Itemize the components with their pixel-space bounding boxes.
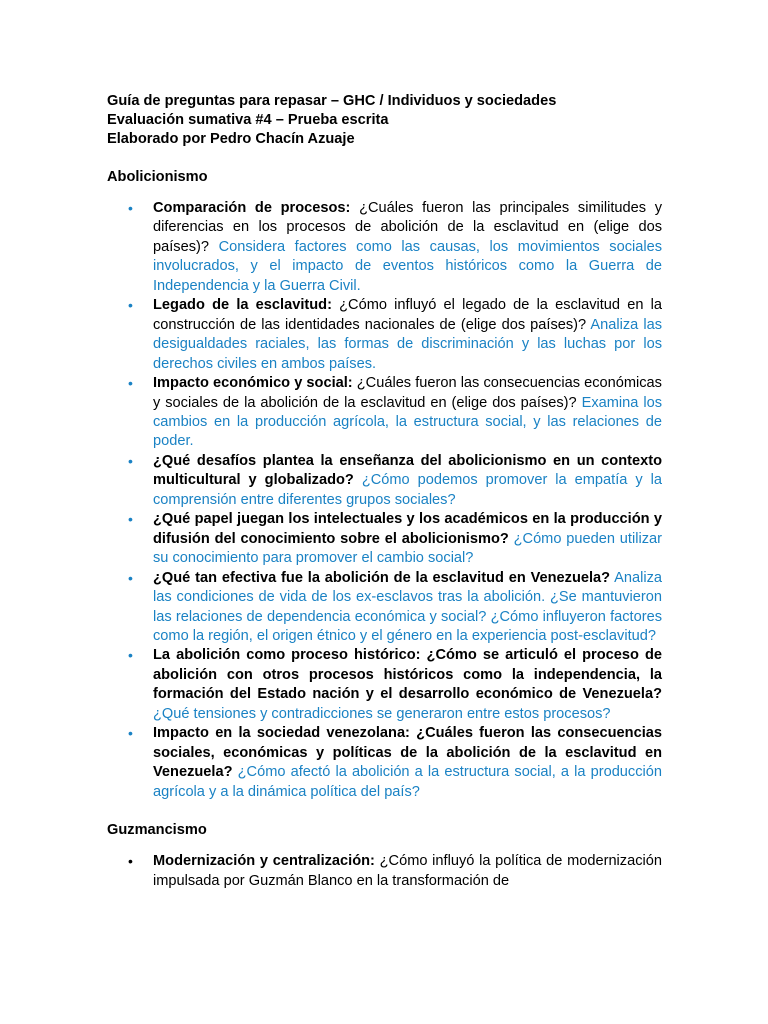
- doc-author: Elaborado por Pedro Chacín Azuaje: [107, 131, 355, 147]
- bullet-icon: •: [128, 511, 133, 528]
- item-bold: Impacto en la sociedad venezolana: ¿Cuáles fueron las consecuencias sociales, económicas y políticas de la abolición de la esclavitud en Venezuela?: [153, 725, 662, 781]
- item-hint: Considera factores como las causas, los movimientos sociales involucrados, y el impacto de eventos históricos como la Guerra de Independencia y la Guerra Civil.: [153, 238, 662, 294]
- item-hint: Analiza las desigualdades raciales, las formas de discriminación y las luchas por los derechos civiles en ambos países.: [153, 316, 663, 372]
- item-bold: Impacto económico y social:: [153, 375, 353, 392]
- item-bold: Legado de la esclavitud:: [153, 297, 332, 314]
- section-title-guzmancismo: Guzmancismo: [107, 822, 207, 839]
- list-item: [107, 569, 662, 647]
- item-text: ¿Cuáles fueron las principales similitudes y diferencias en los procesos de abolición de la esclavitud en (elige dos países)?: [153, 200, 662, 255]
- bullet-icon: •: [128, 647, 133, 664]
- list-item: [107, 199, 662, 296]
- bullet-icon: •: [128, 569, 133, 586]
- section-title-abolicionismo: Abolicionismo: [107, 169, 208, 185]
- bullet-icon: •: [128, 725, 133, 742]
- item-hint: Analiza las condiciones de vida de los ex-esclavos tras la abolición. ¿Se mantuvieron las relaciones de dependencia económica y social? ¿Cómo influyeron factores como la región, el origen étnico y el género en la experiencia post-esclavitud?: [153, 569, 662, 644]
- item-hint: ¿Cómo pueden utilizar su conocimiento para promover el cambio social?: [153, 530, 662, 567]
- list-item: [107, 296, 662, 374]
- item-bold: ¿Qué desafíos plantea la enseñanza del abolicionismo en un contexto multicultural y globalizado?: [153, 452, 662, 489]
- question-list-abolicionismo: [107, 199, 662, 802]
- item-text: ¿Cómo influyó el legado de la esclavitud en la construcción de las identidades nacionales de (elige dos países)?: [153, 297, 663, 333]
- doc-subtitle: Evaluación sumativa #4 – Prueba escrita: [107, 112, 389, 128]
- list-item: [107, 646, 662, 724]
- bullet-icon: •: [128, 452, 133, 469]
- item-bold: La abolición como proceso histórico: ¿Cómo se articuló el proceso de abolición con otros procesos históricos como la independencia, la formación del Estado nación y el desarrollo económico de Venezuela?: [153, 647, 662, 703]
- item-text: ¿Cuáles fueron las consecuencias económicas y sociales de la abolición de la esclavitud en (elige dos países)?: [153, 375, 662, 411]
- item-hint: ¿Cómo podemos promover la empatía y la comprensión entre diferentes grupos sociales?: [153, 472, 662, 508]
- item-bold: Modernización y centralización:: [153, 853, 375, 870]
- doc-title: Guía de preguntas para repasar – GHC / Individuos y sociedades: [107, 93, 557, 109]
- list-item: [107, 852, 662, 891]
- bullet-icon: •: [128, 853, 133, 870]
- bullet-icon: •: [128, 297, 133, 314]
- list-item: [107, 724, 662, 802]
- item-hint: ¿Qué tensiones y contradicciones se generaron entre estos procesos?: [153, 705, 611, 722]
- item-hint: Examina los cambios en la producción agrícola, la estructura social, y las relaciones de poder.: [153, 394, 663, 450]
- bullet-icon: •: [128, 200, 133, 216]
- list-item: [107, 374, 662, 452]
- question-list-guzmancismo: [107, 852, 662, 891]
- item-bold: ¿Qué papel juegan los intelectuales y los académicos en la producción y difusión del conocimiento sobre el abolicionismo?: [153, 511, 662, 547]
- item-text: ¿Cómo influyó la política de modernización impulsada por Guzmán Blanco en la transformación de: [153, 853, 662, 889]
- list-item: [107, 452, 662, 510]
- item-hint: ¿Cómo afectó la abolición a la estructura social, a la producción agrícola y a la dinámica política del país?: [153, 764, 662, 800]
- item-bold: Comparación de procesos:: [153, 200, 351, 216]
- list-item: [107, 510, 662, 568]
- item-bold: ¿Qué tan efectiva fue la abolición de la esclavitud en Venezuela?: [153, 569, 611, 586]
- bullet-icon: •: [128, 375, 133, 392]
